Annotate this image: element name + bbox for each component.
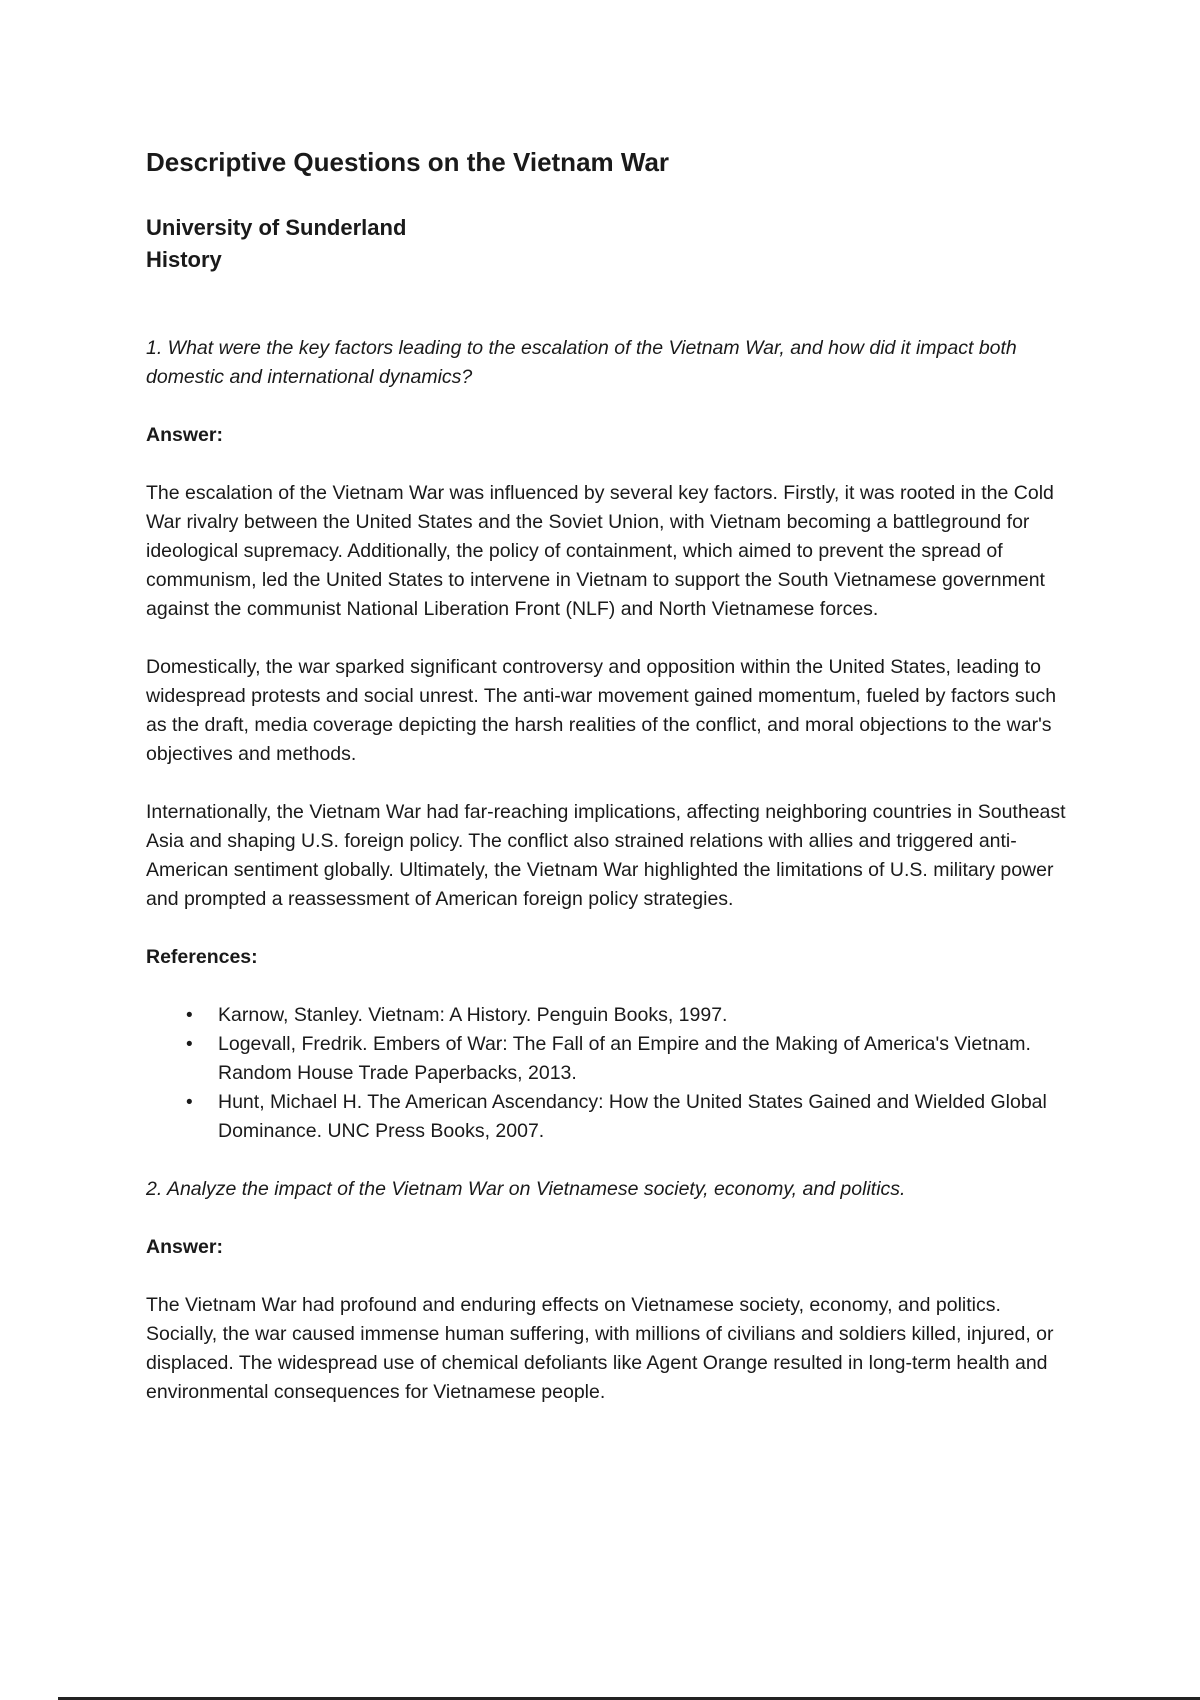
reference-text: Logevall, Fredrik. Embers of War: The Fall of an Empire and the Making of America's Vietnam. Random House Trade Paperbacks, 2013. <box>218 1033 1031 1084</box>
reference-item <box>186 1030 1066 1088</box>
subject-name: History <box>146 247 222 272</box>
answer-paragraph: Domestically, the war sparked significant controversy and opposition within the United States, leading to widespread protests and social unrest. The anti-war movement gained momentum, fueled by factors such as the draft, media coverage depicting the harsh realities of the conflict, and moral objections to the war's objectives and methods. <box>146 656 1057 765</box>
answer-paragraph: The Vietnam War had profound and enduring effects on Vietnamese society, economy, and politics. Socially, the war caused immense human suffering, with millions of civilians and soldiers killed, injured, or displaced. The widespread use of chemical defoliants like Agent Orange resulted in long-term health and environmental consequences for Vietnamese people. <box>146 1294 1054 1403</box>
question-section-2 <box>146 1175 1066 1407</box>
answer-heading: Answer: <box>146 424 223 446</box>
document-title: Descriptive Questions on the Vietnam War <box>146 147 670 177</box>
references-list <box>146 1001 1066 1146</box>
reference-item <box>186 1088 1066 1146</box>
institution-name: University of Sunderland <box>146 215 407 240</box>
answer-heading: Answer: <box>146 1236 223 1258</box>
document-affiliation <box>146 212 406 276</box>
references-heading: References: <box>146 946 258 968</box>
bullet-icon: • <box>186 1034 193 1055</box>
answer-paragraph: Internationally, the Vietnam War had far-reaching implications, affecting neighboring countries in Southeast Asia and shaping U.S. foreign policy. The conflict also strained relations with allies and triggered anti-American sentiment globally. Ultimately, the Vietnam War highlighted the limitations of U.S. military power and prompted a reassessment of American foreign policy strategies. <box>146 801 1066 910</box>
reference-item <box>186 1001 1066 1030</box>
question-text: 2. Analyze the impact of the Vietnam War on Vietnamese society, economy, and politics. <box>146 1178 906 1200</box>
bullet-icon: • <box>186 1092 193 1113</box>
reference-text: Hunt, Michael H. The American Ascendancy: How the United States Gained and Wielded Global Dominance. UNC Press Books, 2007. <box>218 1091 1047 1142</box>
bullet-icon: • <box>186 1005 193 1026</box>
question-section-1 <box>146 334 1066 1146</box>
answer-paragraph: The escalation of the Vietnam War was influenced by several key factors. Firstly, it was rooted in the Cold War rivalry between the United States and the Soviet Union, with Vietnam becoming a battleground for ideological supremacy. Additionally, the policy of containment, which aimed to prevent the spread of communism, led the United States to intervene in Vietnam to support the South Vietnamese government against the communist National Liberation Front (NLF) and North Vietnamese forces. <box>146 482 1054 620</box>
reference-text: Karnow, Stanley. Vietnam: A History. Penguin Books, 1997. <box>218 1004 728 1026</box>
document-body <box>146 334 1066 1436</box>
question-text: 1. What were the key factors leading to the escalation of the Vietnam War, and how did it impact both domestic and international dynamics? <box>146 337 1017 388</box>
